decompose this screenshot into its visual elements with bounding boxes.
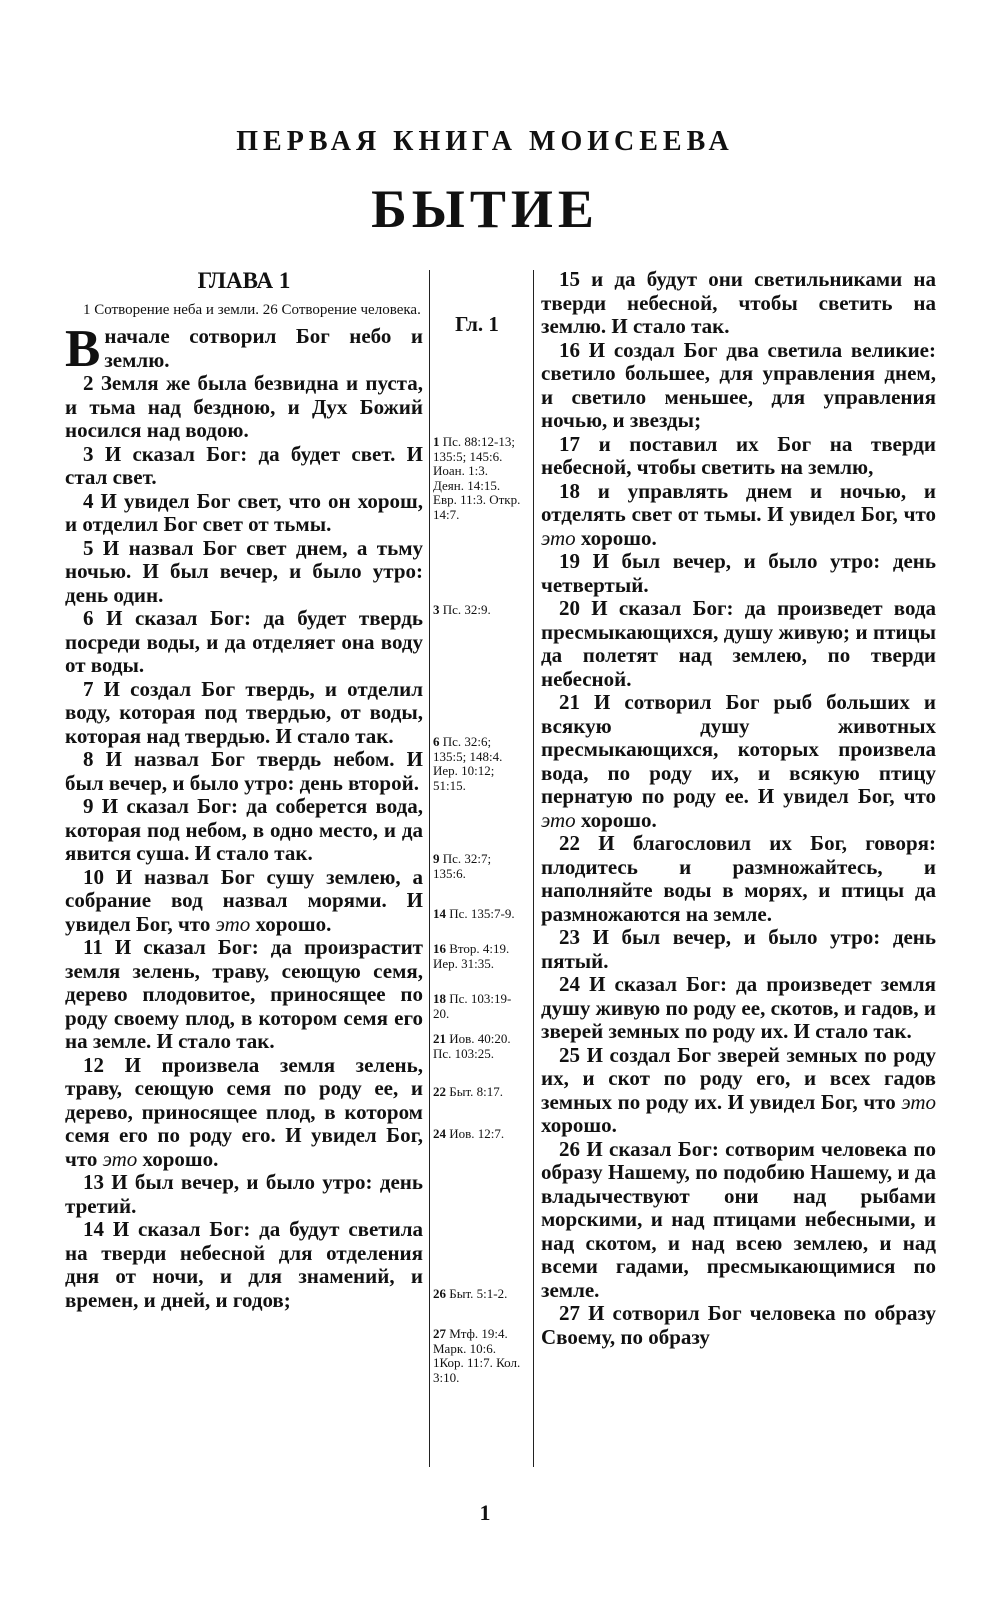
- verse-16: [541, 339, 936, 433]
- verse-text: И сказал Бог: да произведет земля душу живую по роду ее, скотов, и гадов, и зверей земных по роду их. И стало так.: [541, 972, 937, 1043]
- verse-8: [65, 748, 423, 795]
- margin-chapter-heading: Гл. 1: [455, 312, 499, 336]
- cross-reference: [433, 735, 521, 793]
- verse-text: И назвал Бог сушу землею, а собрание вод назвал морями. И увидел Бог, что: [65, 864, 423, 936]
- verse-11: [65, 936, 423, 1054]
- text-column-left: [65, 268, 423, 1312]
- verse-15: [541, 268, 936, 339]
- cross-reference: [433, 942, 521, 971]
- verse-text: И создал Бог твердь, и отделил воду, которая под твердью, от воды, которая над твердью. И стало так.: [65, 676, 423, 748]
- verse-text: И сотворил Бог рыб больших и всякую душу животных пресмыкающихся, которых произвела вода, по роду их, и всякую птицу пернатую по роду ее. И увидел Бог, что: [541, 690, 936, 808]
- cross-reference: [433, 1327, 521, 1385]
- verse-number: 20: [559, 596, 580, 620]
- cross-reference-text: Пс. 32:9.: [442, 602, 491, 617]
- verse-number: 13: [83, 1170, 104, 1194]
- verse-27: [541, 1302, 936, 1349]
- verse-text: и управлять днем и ночью, и отделять свет от тьмы. И увидел Бог, что: [541, 478, 937, 526]
- verse-italic-word: это: [102, 1146, 138, 1171]
- book-name: БЫТИЕ: [371, 179, 599, 239]
- verse-text: И был вечер, и было утро: день четвертый.: [541, 549, 937, 597]
- cross-reference-column: [433, 268, 521, 1385]
- verse-text: И увидел Бог свет, что он хорош, и отделил Бог свет от тьмы.: [65, 488, 424, 536]
- verse-5: [65, 537, 423, 608]
- verse-text: И назвал Бог твердь небом. И был вечер, и было утро: день второй.: [65, 747, 423, 795]
- verse-number: 7: [83, 676, 94, 701]
- cross-reference-text: Мтф. 19:4. Марк. 10:6. 1Кор. 11:7. Кол. 3:10.: [433, 1326, 521, 1385]
- cross-reference: [433, 852, 521, 881]
- verse-number: 4: [83, 488, 94, 513]
- verse-number: 14: [83, 1217, 104, 1241]
- cross-reference-text: Пс. 88:12-13; 135:5; 145:6. Иоан. 1:3. Деян. 14:15. Евр. 11:3. Откр. 14:7.: [433, 434, 521, 522]
- verse-2: [65, 372, 423, 443]
- verse-text: и поставил их Бог на тверди небесной, чтобы светить на землю,: [541, 431, 936, 479]
- verse-text-end: хорошо.: [580, 807, 657, 832]
- verse-18: [541, 480, 936, 551]
- verse-22: [541, 832, 936, 926]
- verse-text: И сказал Бог: да произрастит земля зелень, траву, сеющую семя, дерево плодовитое, приносящее по роду своему плод, в котором семя его на земле. И стало так.: [65, 935, 423, 1053]
- cross-reference-text: Пс. 103:19-20.: [433, 991, 512, 1021]
- verse-number: 21: [559, 690, 580, 714]
- verse-number: 9: [83, 794, 94, 818]
- cross-reference-text: Иов. 12:7.: [449, 1126, 505, 1141]
- verse-number: 8: [83, 747, 94, 771]
- verse-number: 11: [83, 935, 103, 959]
- chapter-summary: 1 Сотворение неба и земли. 26 Сотворение человека.: [83, 302, 421, 318]
- verse-text-end: хорошо.: [541, 1113, 617, 1137]
- verse-25: [541, 1044, 936, 1138]
- cross-reference-text: Иов. 40:20. Пс. 103:25.: [433, 1031, 511, 1061]
- verse-text: И сказал Бог: да будет твердь посреди воды, и да отделяет она воду от воды.: [65, 606, 423, 677]
- cross-reference-verse: 16: [433, 941, 446, 956]
- verse-text: И благословил их Бог, говоря: плодитесь и размножайтесь, и наполняйте воды в морях, и птицы да размножаются на земле.: [541, 831, 937, 926]
- verse-number: 25: [559, 1042, 580, 1067]
- verse-7: [65, 678, 423, 749]
- verse-text: и да будут они светильниками на тверди небесной, чтобы светить на землю. И стало так.: [541, 267, 936, 338]
- book-title: ПЕРВАЯ КНИГА МОИСЕЕВА: [236, 126, 734, 157]
- verse-17: [541, 433, 936, 480]
- verse-23: [541, 926, 936, 973]
- cross-reference: [433, 435, 521, 522]
- verse-list-right: [541, 268, 936, 1349]
- verse-24: [541, 973, 936, 1044]
- verse-italic-word: это: [541, 525, 576, 550]
- verse-text: И был вечер, и было утро: день пятый.: [541, 925, 937, 973]
- verse-number: 3: [83, 441, 94, 466]
- verse-text: И сотворил Бог человека по образу Своему, по образу: [541, 1301, 937, 1349]
- cross-reference-verse: 26: [433, 1286, 446, 1301]
- cross-reference-text: Быт. 8:17.: [449, 1084, 504, 1099]
- verse-number: 24: [559, 972, 580, 996]
- cross-reference-verse: 14: [433, 906, 446, 921]
- page-number: 1: [479, 1500, 491, 1525]
- cross-reference-verse: 6: [433, 734, 440, 749]
- verse-text-end: хорошо.: [255, 911, 332, 936]
- verse-10: [65, 866, 423, 937]
- verse-4: [65, 490, 423, 537]
- cross-reference-text: Пс. 135:7-9.: [449, 906, 515, 921]
- verse-text: И произвела земля зелень, траву, сеющую семя по роду ее, и дерево, приносящее плод, в котором семя его по роду его. И увидел Бог, что: [65, 1052, 423, 1171]
- verse-number: 16: [559, 337, 580, 362]
- cross-reference-verse: 22: [433, 1084, 446, 1099]
- verse-number: 6: [83, 606, 94, 630]
- cross-reference: [433, 1127, 521, 1142]
- verse-number: 15: [559, 267, 580, 291]
- verse-number: 5: [83, 535, 94, 560]
- chapter-heading: ГЛАВА 1: [197, 268, 291, 293]
- verse-text: И сказал Бог: да будут светила на тверди небесной для отделения дня от ночи, и для знамений, и времен, и дней, и годов;: [65, 1217, 424, 1312]
- verse-3: [65, 443, 423, 490]
- verse-13: [65, 1171, 423, 1218]
- verse-list-left: [65, 372, 423, 1312]
- verse-20: [541, 597, 936, 691]
- verse-number: 17: [559, 431, 580, 456]
- column-divider-right: [533, 270, 534, 1467]
- cross-reference: [433, 1287, 521, 1302]
- text-column-right: [541, 268, 936, 1349]
- cross-reference-verse: 27: [433, 1326, 446, 1341]
- verse-9: [65, 795, 423, 866]
- verse-text: начале сотворил Бог небо и землю.: [104, 324, 423, 372]
- cross-reference-verse: 3: [433, 602, 440, 617]
- verse-italic-word: это: [541, 807, 576, 832]
- cross-reference-verse: 18: [433, 991, 446, 1006]
- cross-reference-text: Быт. 5:1-2.: [449, 1286, 508, 1301]
- verse-italic-word: это: [215, 911, 251, 936]
- verse-text: И сказал Бог: да будет свет. И стал свет.: [65, 441, 423, 489]
- verse-text: И создал Бог два светила великие: светило большее, для управления днем, и светило меньшее, для управления ночью, и звезды;: [541, 337, 936, 432]
- verse-number: 18: [559, 478, 580, 503]
- cross-reference: [433, 1085, 521, 1100]
- verse-number: 27: [559, 1301, 580, 1325]
- cross-reference: [433, 907, 521, 922]
- verse-text: И создал Бог зверей земных по роду их, и скот по роду его, и всех гадов земных по роду их. И увидел Бог, что: [541, 1042, 937, 1114]
- verse-19: [541, 550, 936, 597]
- verse-14: [65, 1218, 423, 1312]
- cross-reference-verse: 9: [433, 851, 440, 866]
- drop-cap: В: [65, 320, 101, 378]
- cross-reference: [433, 992, 521, 1021]
- cross-reference-text: Пс. 32:6; 135:5; 148:4. Иер. 10:12; 51:15.: [433, 734, 503, 793]
- verse-text: И был вечер, и было утро: день третий.: [65, 1170, 423, 1218]
- verse-21: [541, 691, 936, 832]
- cross-reference-verse: 21: [433, 1031, 446, 1046]
- verse-text: И сказал Бог: да соберется вода, которая под небом, в одно место, и да явится суша. И стало так.: [65, 794, 424, 865]
- verse-text: Земля же была безвидна и пуста, и тьма над бездною, и Дух Божий носился над водою.: [65, 371, 423, 442]
- cross-reference: [433, 1032, 521, 1061]
- cross-reference-text: Втор. 4:19. Иер. 31:35.: [433, 941, 510, 971]
- verse-number: 2: [83, 371, 94, 395]
- verse-italic-word: это: [901, 1089, 937, 1114]
- verse-text: И сказал Бог: да произведет вода пресмыкающихся, душу живую; и птицы да полетят над землею, по тверди небесной.: [541, 596, 937, 691]
- verse-number: 26: [559, 1136, 580, 1161]
- verse-number: 10: [83, 864, 104, 889]
- verse-number: 23: [559, 925, 580, 949]
- verse-number: 22: [559, 831, 580, 855]
- cross-reference-verse: 1: [433, 434, 440, 449]
- verse-26: [541, 1138, 936, 1303]
- cross-reference: [433, 603, 521, 618]
- verse-number: 12: [83, 1052, 104, 1077]
- verse-text-end: хорошо.: [580, 525, 657, 550]
- verse-6: [65, 607, 423, 678]
- cross-reference-text: Пс. 32:7; 135:6.: [433, 851, 492, 881]
- verse-1: [65, 320, 423, 378]
- verse-text: И назвал Бог свет днем, а тьму ночью. И был вечер, и было утро: день один.: [65, 535, 423, 607]
- cross-reference-verse: 24: [433, 1126, 446, 1141]
- verse-text: И сказал Бог: сотворим человека по образу Нашему, по подобию Нашему, и да владычествуют они над рыбами морскими, и над птицами небесными, и над скотом, и над всею землею, и над всеми гадами, пресмыкающимися по земле.: [541, 1136, 936, 1302]
- verse-text-end: хорошо.: [142, 1146, 219, 1171]
- verse-12: [65, 1054, 423, 1172]
- column-divider-left: [429, 270, 430, 1467]
- verse-number: 19: [559, 549, 580, 573]
